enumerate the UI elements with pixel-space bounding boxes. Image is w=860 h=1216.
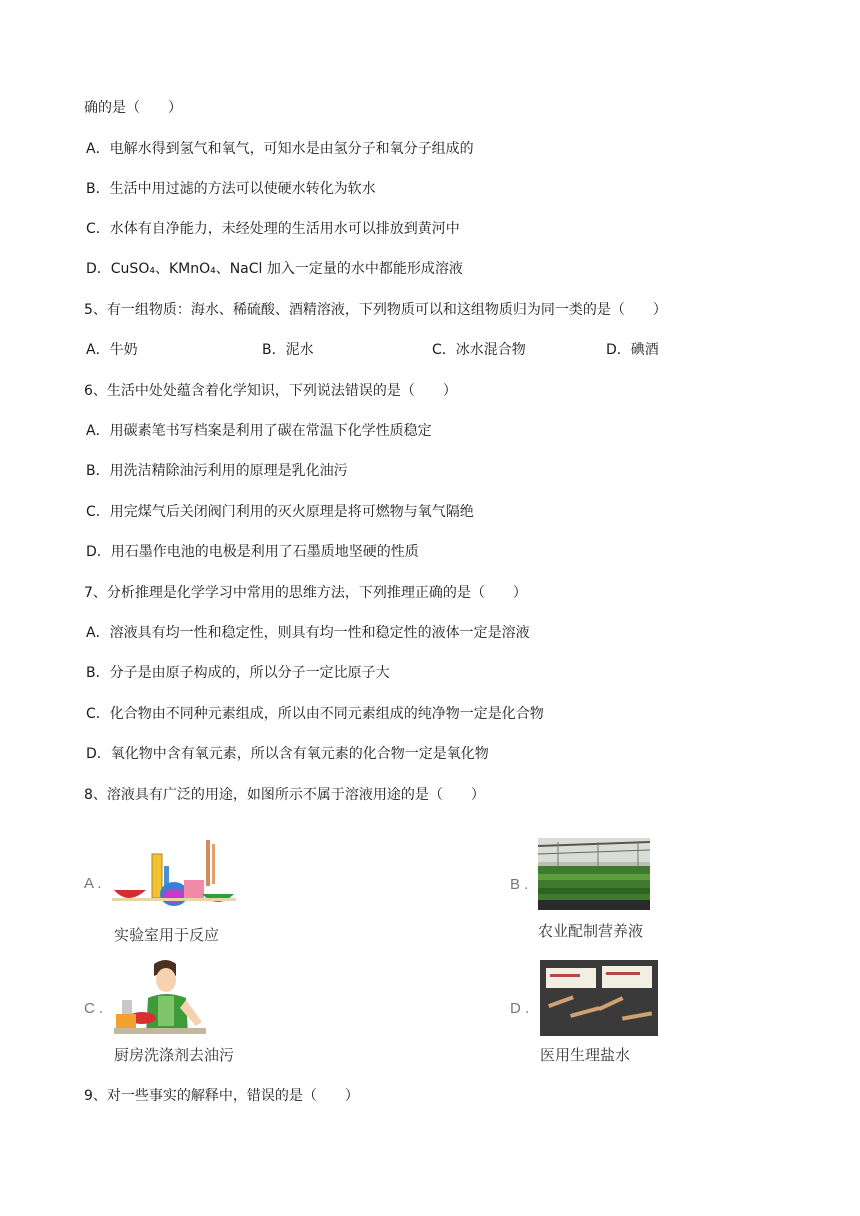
figure-c-letter: C . (84, 1000, 104, 1017)
q5-stem: 5、有一组物质：海水、稀硫酸、酒精溶液，下列物质可以和这组物质归为同一类的是（ ） (84, 302, 667, 318)
saline-vials-icon (540, 960, 658, 1036)
q8-stem: 8、溶液具有广泛的用途，如图所示不属于溶液用途的是（ ） (84, 787, 485, 803)
q5-option-a: A．牛奶 (86, 342, 138, 358)
figure-d-caption: 医用生理盐水 (540, 1046, 631, 1064)
q7-option-b: B．分子是由原子构成的，所以分子一定比原子大 (86, 665, 390, 681)
figure-d-letter: D . (510, 1000, 530, 1017)
figure-b-letter: B . (510, 876, 529, 893)
q6-stem: 6、生活中处处蕴含着化学知识，下列说法错误的是（ ） (84, 383, 457, 399)
q7-option-c: C．化合物由不同种元素组成，所以由不同元素组成的纯净物一定是化合物 (86, 706, 544, 722)
figure-a-caption: 实验室用于反应 (114, 926, 220, 944)
q5-option-d: D．碘酒 (606, 342, 659, 358)
lab-glassware-icon (112, 836, 236, 914)
q7-option-d: D．氧化物中含有氧元素，所以含有氧元素的化合物一定是氧化物 (86, 746, 489, 762)
q8-figure-a (84, 836, 254, 948)
q4-option-c: C．水体有自净能力，未经处理的生活用水可以排放到黄河中 (86, 221, 460, 237)
q4-option-d: D．CuSO₄、KMnO₄、NaCl 加入一定量的水中都能形成溶液 (86, 261, 463, 277)
q7-stem: 7、分析推理是化学学习中常用的思维方法，下列推理正确的是（ ） (84, 585, 527, 601)
greenhouse-icon (538, 838, 650, 910)
q4-option-b: B．生活中用过滤的方法可以使硬水转化为软水 (86, 181, 376, 197)
q5-option-b: B．泥水 (262, 342, 314, 358)
q8-figure-d (510, 956, 670, 1066)
q6-option-a: A．用碳素笔书写档案是利用了碳在常温下化学性质稳定 (86, 423, 432, 439)
q4-option-a: A．电解水得到氢气和氧气，可知水是由氢分子和氧分子组成的 (86, 141, 474, 157)
q5-option-c: C．冰水混合物 (432, 342, 526, 358)
q6-option-c: C．用完煤气后关闭阀门利用的灭火原理是将可燃物与氧气隔绝 (86, 504, 474, 520)
figure-b-caption: 农业配制营养液 (538, 922, 644, 940)
q9-stem: 9、对一些事实的解释中，错误的是（ ） (84, 1088, 359, 1104)
q4-stem-tail: 确的是（ ） (84, 100, 182, 116)
figure-c-caption: 厨房洗涤剂去油污 (114, 1046, 235, 1064)
dishwashing-person-icon (114, 956, 208, 1036)
q8-figure-c (84, 956, 264, 1066)
q7-option-a: A．溶液具有均一性和稳定性，则具有均一性和稳定性的液体一定是溶液 (86, 625, 530, 641)
figure-a-letter: A . (84, 875, 102, 892)
q6-option-d: D．用石墨作电池的电极是利用了石墨质地坚硬的性质 (86, 544, 419, 560)
q6-option-b: B．用洗洁精除油污利用的原理是乳化油污 (86, 463, 348, 479)
q8-figure-b (510, 834, 660, 944)
